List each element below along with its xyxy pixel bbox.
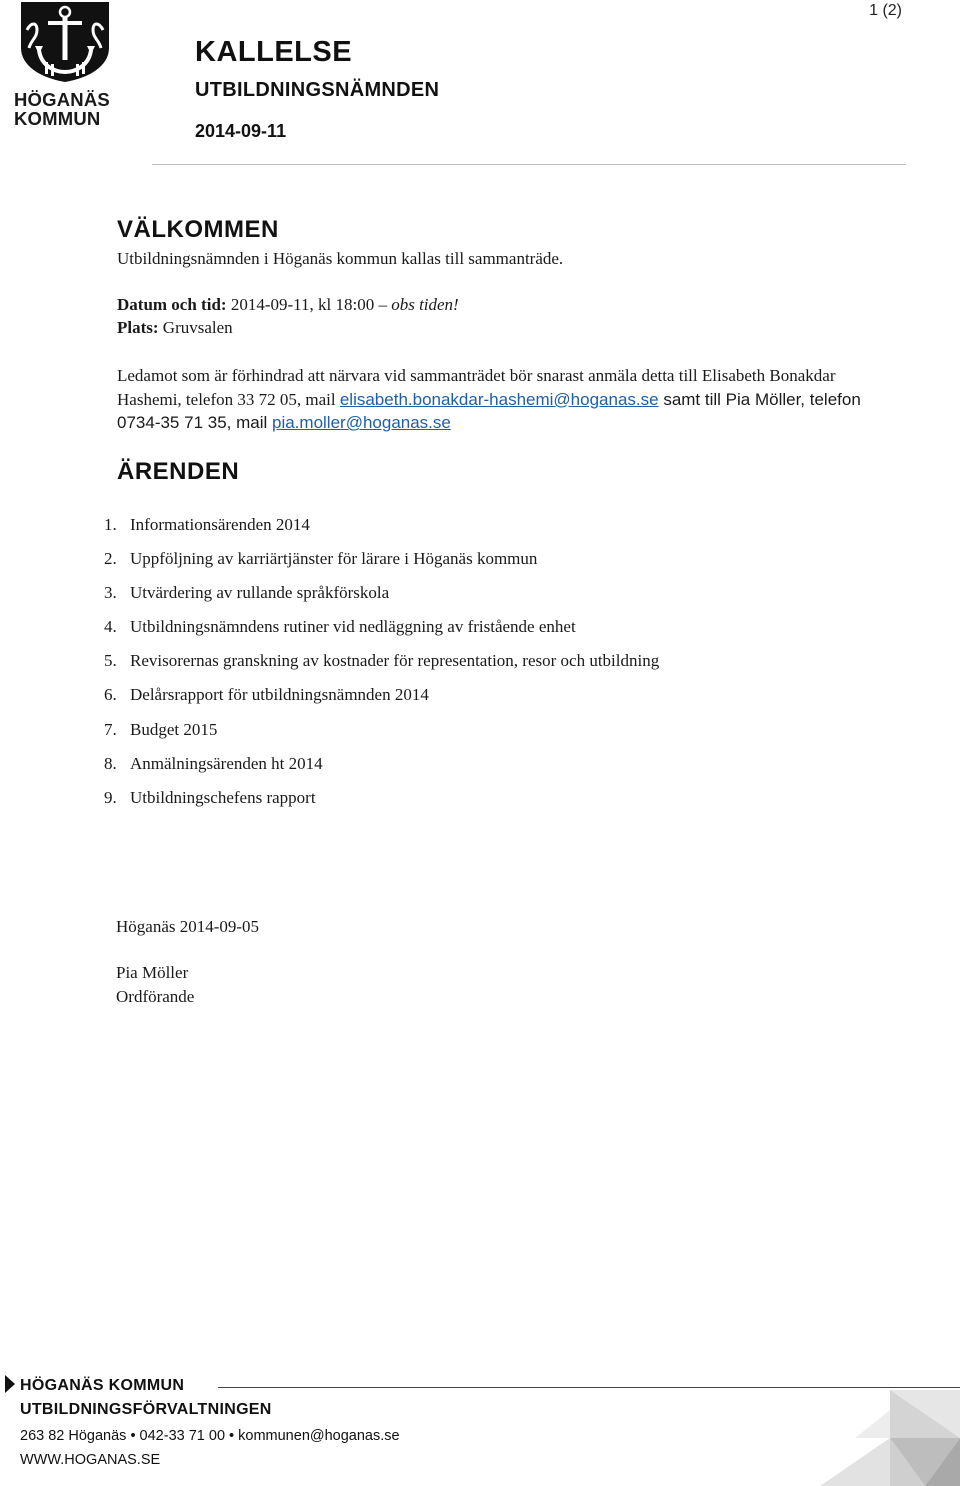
agenda-item-number: 3.: [104, 583, 117, 603]
footer-organization: HÖGANÄS KOMMUN: [20, 1377, 185, 1394]
agenda-item-text: Uppföljning av karriärtjänster för lärare i Höganäs kommun: [130, 549, 538, 569]
agenda-item: [104, 752, 659, 786]
coat-of-arms-icon: [15, 0, 115, 82]
agenda-item-number: 5.: [104, 651, 117, 671]
agenda-item-number: 8.: [104, 753, 117, 773]
agenda-item-text: Revisorernas granskning av kostnader för representation, resor och utbildning: [130, 651, 660, 671]
agenda-item-number: 1.: [104, 515, 117, 534]
agenda-item-number: 2.: [104, 549, 117, 569]
absence-notice: [117, 364, 897, 435]
logo-line-1: HÖGANÄS: [14, 89, 110, 110]
agenda-item-number: 9.: [104, 787, 117, 807]
datum-value: 2014-09-11, kl 18:00 –: [226, 295, 392, 314]
meeting-place: [117, 318, 233, 338]
footer-website[interactable]: WWW.HOGANAS.SE: [20, 1452, 161, 1468]
agenda-item: [104, 581, 659, 615]
logo-line-2: KOMMUN: [14, 108, 101, 129]
notice-mid-text: samt till Pia Möller, telefon 0734-35 71 35, mail: [117, 389, 861, 432]
signature-place-date: Höganäs 2014-09-05: [116, 917, 260, 936]
page-number: 1 (2): [869, 2, 902, 19]
agenda-item: [104, 683, 659, 717]
agenda-item-text: Informationsärenden 2014: [130, 515, 310, 534]
plats-value: Gruvsalen: [158, 318, 233, 337]
agenda-list: [104, 513, 659, 820]
datum-label: Datum och tid:: [117, 295, 227, 314]
agenda-item: [104, 718, 659, 752]
agenda-item-number: 7.: [104, 719, 117, 739]
plats-label: Plats:: [117, 318, 159, 337]
header-divider: [152, 164, 906, 165]
agenda-item-text: Utbildningsnämndens rutiner vid nedläggning av fristående enhet: [130, 617, 576, 637]
agenda-item-number: 6.: [104, 685, 117, 705]
meeting-datetime: [117, 295, 459, 315]
intro-text: Utbildningsnämnden i Höganäs kommun kallas till sammanträde.: [117, 249, 564, 268]
signature-name: Pia Möller: [116, 963, 189, 982]
footer-arrow-icon: [5, 1375, 15, 1393]
footer-divider: [218, 1387, 960, 1388]
footer-department: UTBILDNINGSFÖRVALTNINGEN: [20, 1401, 272, 1418]
agenda-item-text: Budget 2015: [130, 719, 218, 739]
welcome-heading: VÄLKOMMEN: [117, 216, 279, 243]
email-link-elisabeth[interactable]: elisabeth.bonakdar-hashemi@hoganas.se: [339, 389, 659, 409]
document-date: 2014-09-11: [195, 121, 287, 141]
agenda-item: [104, 513, 659, 547]
agenda-item-text: Utvärdering av rullande språkförskola: [130, 583, 390, 603]
document-title: KALLELSE: [195, 36, 353, 68]
datum-note: obs tiden!: [391, 295, 459, 314]
footer-contact: 263 82 Höganäs • 042-33 71 00 • kommunen@hoganas.se: [20, 1428, 400, 1444]
agenda-item: [104, 547, 659, 581]
agenda-item-text: Utbildningschefens rapport: [130, 787, 316, 807]
agenda-item-text: Anmälningsärenden ht 2014: [130, 753, 323, 773]
document-subtitle: UTBILDNINGSNÄMNDEN: [195, 79, 440, 101]
agenda-item-number: 4.: [104, 617, 117, 637]
arenden-heading: ÄRENDEN: [117, 458, 240, 485]
hoganas-logo: [14, 0, 114, 130]
signature-role: Ordförande: [116, 987, 195, 1006]
email-link-pia[interactable]: pia.moller@hoganas.se: [272, 413, 451, 432]
decorative-triangle-pattern-icon: [820, 1390, 960, 1486]
agenda-item-text: Delårsrapport för utbildningsnämnden 2014: [130, 685, 429, 705]
agenda-item: [104, 786, 659, 820]
notice-text: Ledamot som är förhindrad att närvara vid sammanträdet bör snarast anmäla detta till Elisabeth Bonakdar Hashemi, telefon 33 72 05, mail: [117, 366, 836, 409]
agenda-item: [104, 615, 659, 649]
agenda-item: [104, 649, 659, 683]
